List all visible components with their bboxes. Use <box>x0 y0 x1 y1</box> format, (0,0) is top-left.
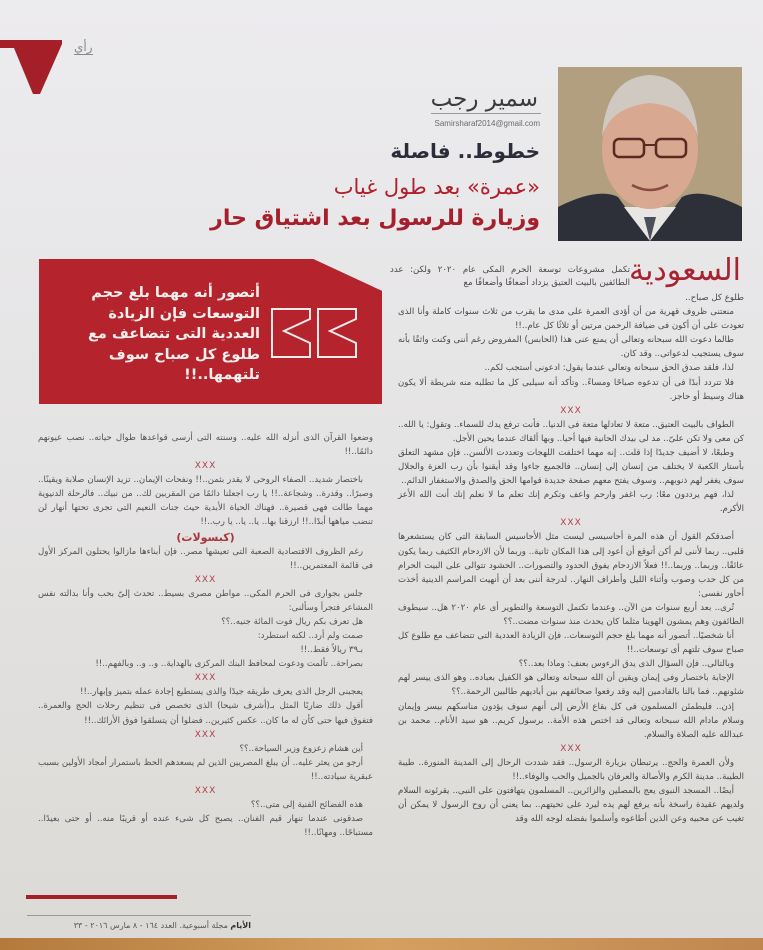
headline-line-1: «عمرة» بعد طول غياب <box>333 175 540 199</box>
subheading: (كبسولات) <box>176 530 235 544</box>
paragraph: الطواف بالبيت العتيق.. متعة لا تعادلها متعة فى الدنيا.. فأنت ترفع يدك للسماء.. وتقول: يا الله.. كن معى ولا تكن علىّ.. مد لى بيدك الحانية فيها أحيا.. وبها ألقاك عندما يحين الأجل. <box>398 419 744 444</box>
paragraph: هل تعرف بكم ريال فوت المائة جنيه..؟؟ <box>221 616 363 627</box>
author-divider <box>431 113 541 114</box>
section-label: رأي <box>74 40 93 54</box>
paragraph: رغم الظروف الاقتصادية الصعبة التى تعيشها مصر.. فإن أبناءها مازالوا يحتلون المركز الأول فى قائمة المعتمرين..!! <box>38 546 373 571</box>
paragraph: الإجابة باختصار وفى إيمان ويقين أن الله سبحانه وتعالى هو الكفيل بعباده.. وهو الذى ييسر لهم شئونهم.. فما بالنا بالقادمين إليه وقد رفعوا صحائفهم بين أياديهم طالبين الرحمة..؟؟ <box>398 673 744 698</box>
paragraph: أرجو من يعثر عليه.. أن يبلغ المصريين الذين لم يسعدهم الحظ باستمرار أمجاد الأولين بسبب عبقرية سيادته..!! <box>38 757 373 782</box>
paragraph: بـ٣٩ ريالاً فقط..!! <box>300 645 363 656</box>
author-name: سمير رجب <box>430 86 538 112</box>
kicker-intro: تكمل مشروعات توسعة الحرم المكى عام ٢٠٢٠ ولكن: عدد الطائفين بالبيت العتيق يزداد أضعافًا وأضعافًا مع <box>390 265 630 288</box>
page-edge-background <box>0 938 763 950</box>
footer-issue-text: مجلة أسبوعية. العدد ١٦٤ - ٨ مارس ٢٠١٦ - ٣٣ <box>73 921 228 930</box>
section-separator: XXX <box>194 461 217 472</box>
paragraph: ولأن العمرة والحج.. يرتبطان بزيارة الرسول.. فقد شددت الرحال إلى المدينة المنورة.. طيبة الطيبة.. مدينة الكرم والأصالة والعرفان بالجميل والحب والوفاء..!! <box>398 757 744 782</box>
author-portrait-icon <box>558 67 742 241</box>
paragraph: أقول ذلك ضاربًا المثل بـ(أشرف شيحا) الذى تخصص فى تنظيم رحلات الحج والعمرة.. فتفوق فيها حتى كأن له ما كان.. عكس كثيرين.. فضلوا أن يتسلقوا فوق الأرائك..!! <box>38 701 373 726</box>
paragraph: أصدقكم القول أن هذه المرة أحاسيسى ليست مثل الأحاسيس السابقة التى كان يستشعرها قلبى.. ربما لأننى لم أكن أتوقع أن أعود إلى هذا المكان ثانية.. وربما لأن الازدحام الكثيف ربما يكون عائقًا.. وربما.. وربما..!! فعلاً الازدحام يفوق الحدود والتصورات.. الحشود تتوالى على البيت الحرام من كل حدب وصوب وأثناء الليل وأطراف النهار.. لدرجة أننى بعد أن أنهيت المراسم الدينية أخذت أحاور نفسى: <box>398 532 744 599</box>
kicker-label: السعودية <box>628 253 741 288</box>
paragraph: صدقونى عندما تنهار قيم الفنان.. يصبح كل شىء عنده أو قريبًا منه.. أو حتى بعيدًا.. مستباحًا.. ومهانًا..!! <box>38 813 373 839</box>
section-separator: XXX <box>194 785 217 796</box>
section-separator: XXX <box>560 518 582 529</box>
double-chevron-quote-icon <box>270 305 360 360</box>
paragraph: لذا، فلقد صدق الحق سبحانه وتعالى عندما يقول: ادعونى أستجب لكم.. <box>484 363 734 374</box>
paragraph: بصراحة.. تألمت ودعوت لمحافظ البنك المركزى بالهداية.. و.. و.. وبالفهم..!! <box>95 659 363 670</box>
headline-line-2: وزيارة للرسول بعد اشتياق حار <box>210 206 540 231</box>
paragraph: أيضًا.. المسجد النبوى يعج بالمصلين والزائرين.. المسلمون يتهافتون على النبى.. يقرئونه السلام ولديهم عقيدة راسخة بأنه يرفع لهم يده ليرد على تحيتهم.. بما يعنى أن روح الرسول لا يمكن أن تغيب عن محبيه وعن الذين أطاعوه وأسلموا بفضله لوجه الله وقد <box>398 786 744 825</box>
paragraph: تُرى.. بعد أربع سنوات من الآن.. وعندما تكتمل التوسعة والتطوير أى عام ٢٠٢٠ هل.. سيطوف الطائفون وهم يمشون الهوينا مثلما كان يحدث منذ سنوات مضت..؟؟ <box>398 602 744 627</box>
section-separator: XXX <box>560 405 582 416</box>
paragraph: أنا شخصيًا.. أتصور أنه مهما بلغ حجم التوسعات.. فإن الزيادة العددية التى تتضاعف مع طلوع كل صباح سوف تلتهم أى توسعات..!! <box>398 631 744 656</box>
author-photo <box>558 67 742 241</box>
paragraph: وبالتالى.. فإن السؤال الذى يدق الرءوس بعنف: وماذا بعد..؟؟ <box>518 659 734 670</box>
section-mark-icon <box>0 38 66 96</box>
column-title: خطوط.. فاصلة <box>390 139 540 163</box>
footer-issue-info <box>26 921 251 930</box>
paragraph: وضعوا القرآن الذى أنزله الله عليه.. وسنته التى أرسى قواعدها طوال حياته.. نصب عيونهم دائمًا..!! <box>38 433 373 458</box>
section-separator: XXX <box>194 673 217 684</box>
section-separator: XXX <box>194 729 217 740</box>
footer-divider <box>27 915 251 916</box>
footer-magazine-name: الأيام <box>230 921 251 930</box>
left-article-column <box>38 431 373 840</box>
section-separator: XXX <box>194 574 217 585</box>
paragraph: باختصار شديد.. الصفاء الروحى لا يقدر بثمن..!! ونفحات الإيمان.. تزيد الإنسان صلابة ويقينًا.. وصبرًا.. وقدرة.. وشجاعة..!! يا رب اجعلنا دائمًا من المقربين لك.. من نبيك.. فالرحلة الدنيوية مهما طالت فهى قصيرة.. فهناك الحياة الأبدية حيث جنات النعيم التى تجرى تحتها أنهار لن تنضب مياهها أبدًا..!! ارزقنا بها.. يا.. يا.. يا رب..!! <box>38 475 373 528</box>
right-article-column <box>398 291 744 826</box>
paragraph: أين هشام زعزوع وزير السياحة..؟؟ <box>239 743 363 754</box>
paragraph: طلوع كل صباح.. <box>685 293 744 303</box>
paragraph: جلس بجوارى فى الحرم المكى.. مواطن مصرى بسيط.. تحدث إلىّ بحب وأنا بدالته نفس المشاعر فتجرأ وسألنى: <box>38 588 373 613</box>
paragraph: فلا تتردد أبدًا فى أن تدعوه صباحًا ومساءً.. وتأكد أنه سيلبى كل ما تطلبه منه شريطة ألا يكون هناك وسيط أو حاجز. <box>398 377 744 402</box>
paragraph: لذا، فهم يرددون معًا: رب اغفر وارحم واعف وتكرم إنك تعلم ما لا نعلم إنك أنت الله الأعز الأكرم. <box>398 490 744 515</box>
section-separator: XXX <box>560 743 582 754</box>
paragraph: طالما دعوت الله سبحانه وتعالى أن يمنع عنى هذا (الحابس) المفروض رغم أننى وكنت واثقًا بأنه سوف يستجيب لدعواتى.. وقد كان. <box>398 335 744 360</box>
paragraph: إذن.. فليطمئن المسلمون فى كل بقاع الأرض إلى أنهم سوف يؤدون مناسكهم بيسر وإيمان وسلام مادام الله سبحانه وتعالى قد اختص هذه الأمة.. برسول كريم.. هو سيد الأنام.. محمد بن عبدالله عليه الصلاة والسلام. <box>398 701 744 740</box>
author-email: Samirsharaf2014@gmail.com <box>434 119 540 128</box>
pull-quote-text: أتصور أنه مهما بلغ حجم التوسعات فإن الزيادة العددية التى تتضاعف مع طلوع كل صباح سوف تلتهمها..!! <box>88 285 260 383</box>
paragraph: صمت ولم أرد.. لكنه استطرد: <box>257 631 363 642</box>
paragraph: وطبعًا، لا أضيف جديدًا إذا قلت.. إنه مهما اختلفت اللهجات وتعددت الألسن.. فإن مشهد التعلق بأستار الكعبة لا يختلف من إنسان إلى إنسان.. فالجميع جاءوا وقد أيقنوا بأن رب العزة والجلال سوف يغفر لهم ذنوبهم.. وسوف يفتح معهم صفحة جديدة قوامها الحق والصدق والاستغفار الدائم.. <box>398 447 744 487</box>
footer-accent-bar <box>26 895 177 899</box>
paragraph: يعجبنى الرجل الذى يعرف طريقه جيدًا والذى يستطيع إجادة عمله بتميز وإبهار..!! <box>80 687 363 698</box>
paragraph: هذه الفضائح الفنية إلى متى..؟؟ <box>250 799 363 810</box>
paragraph: منعتنى ظروف قهرية من أن أؤدى العمرة على مدى ما يقرب من ثلاث سنوات كاملة وأنا الذى تعودت على أن أكون فى ضيافة الرحمن مرتين أو ثلاثًا كل عام..!! <box>398 307 744 332</box>
